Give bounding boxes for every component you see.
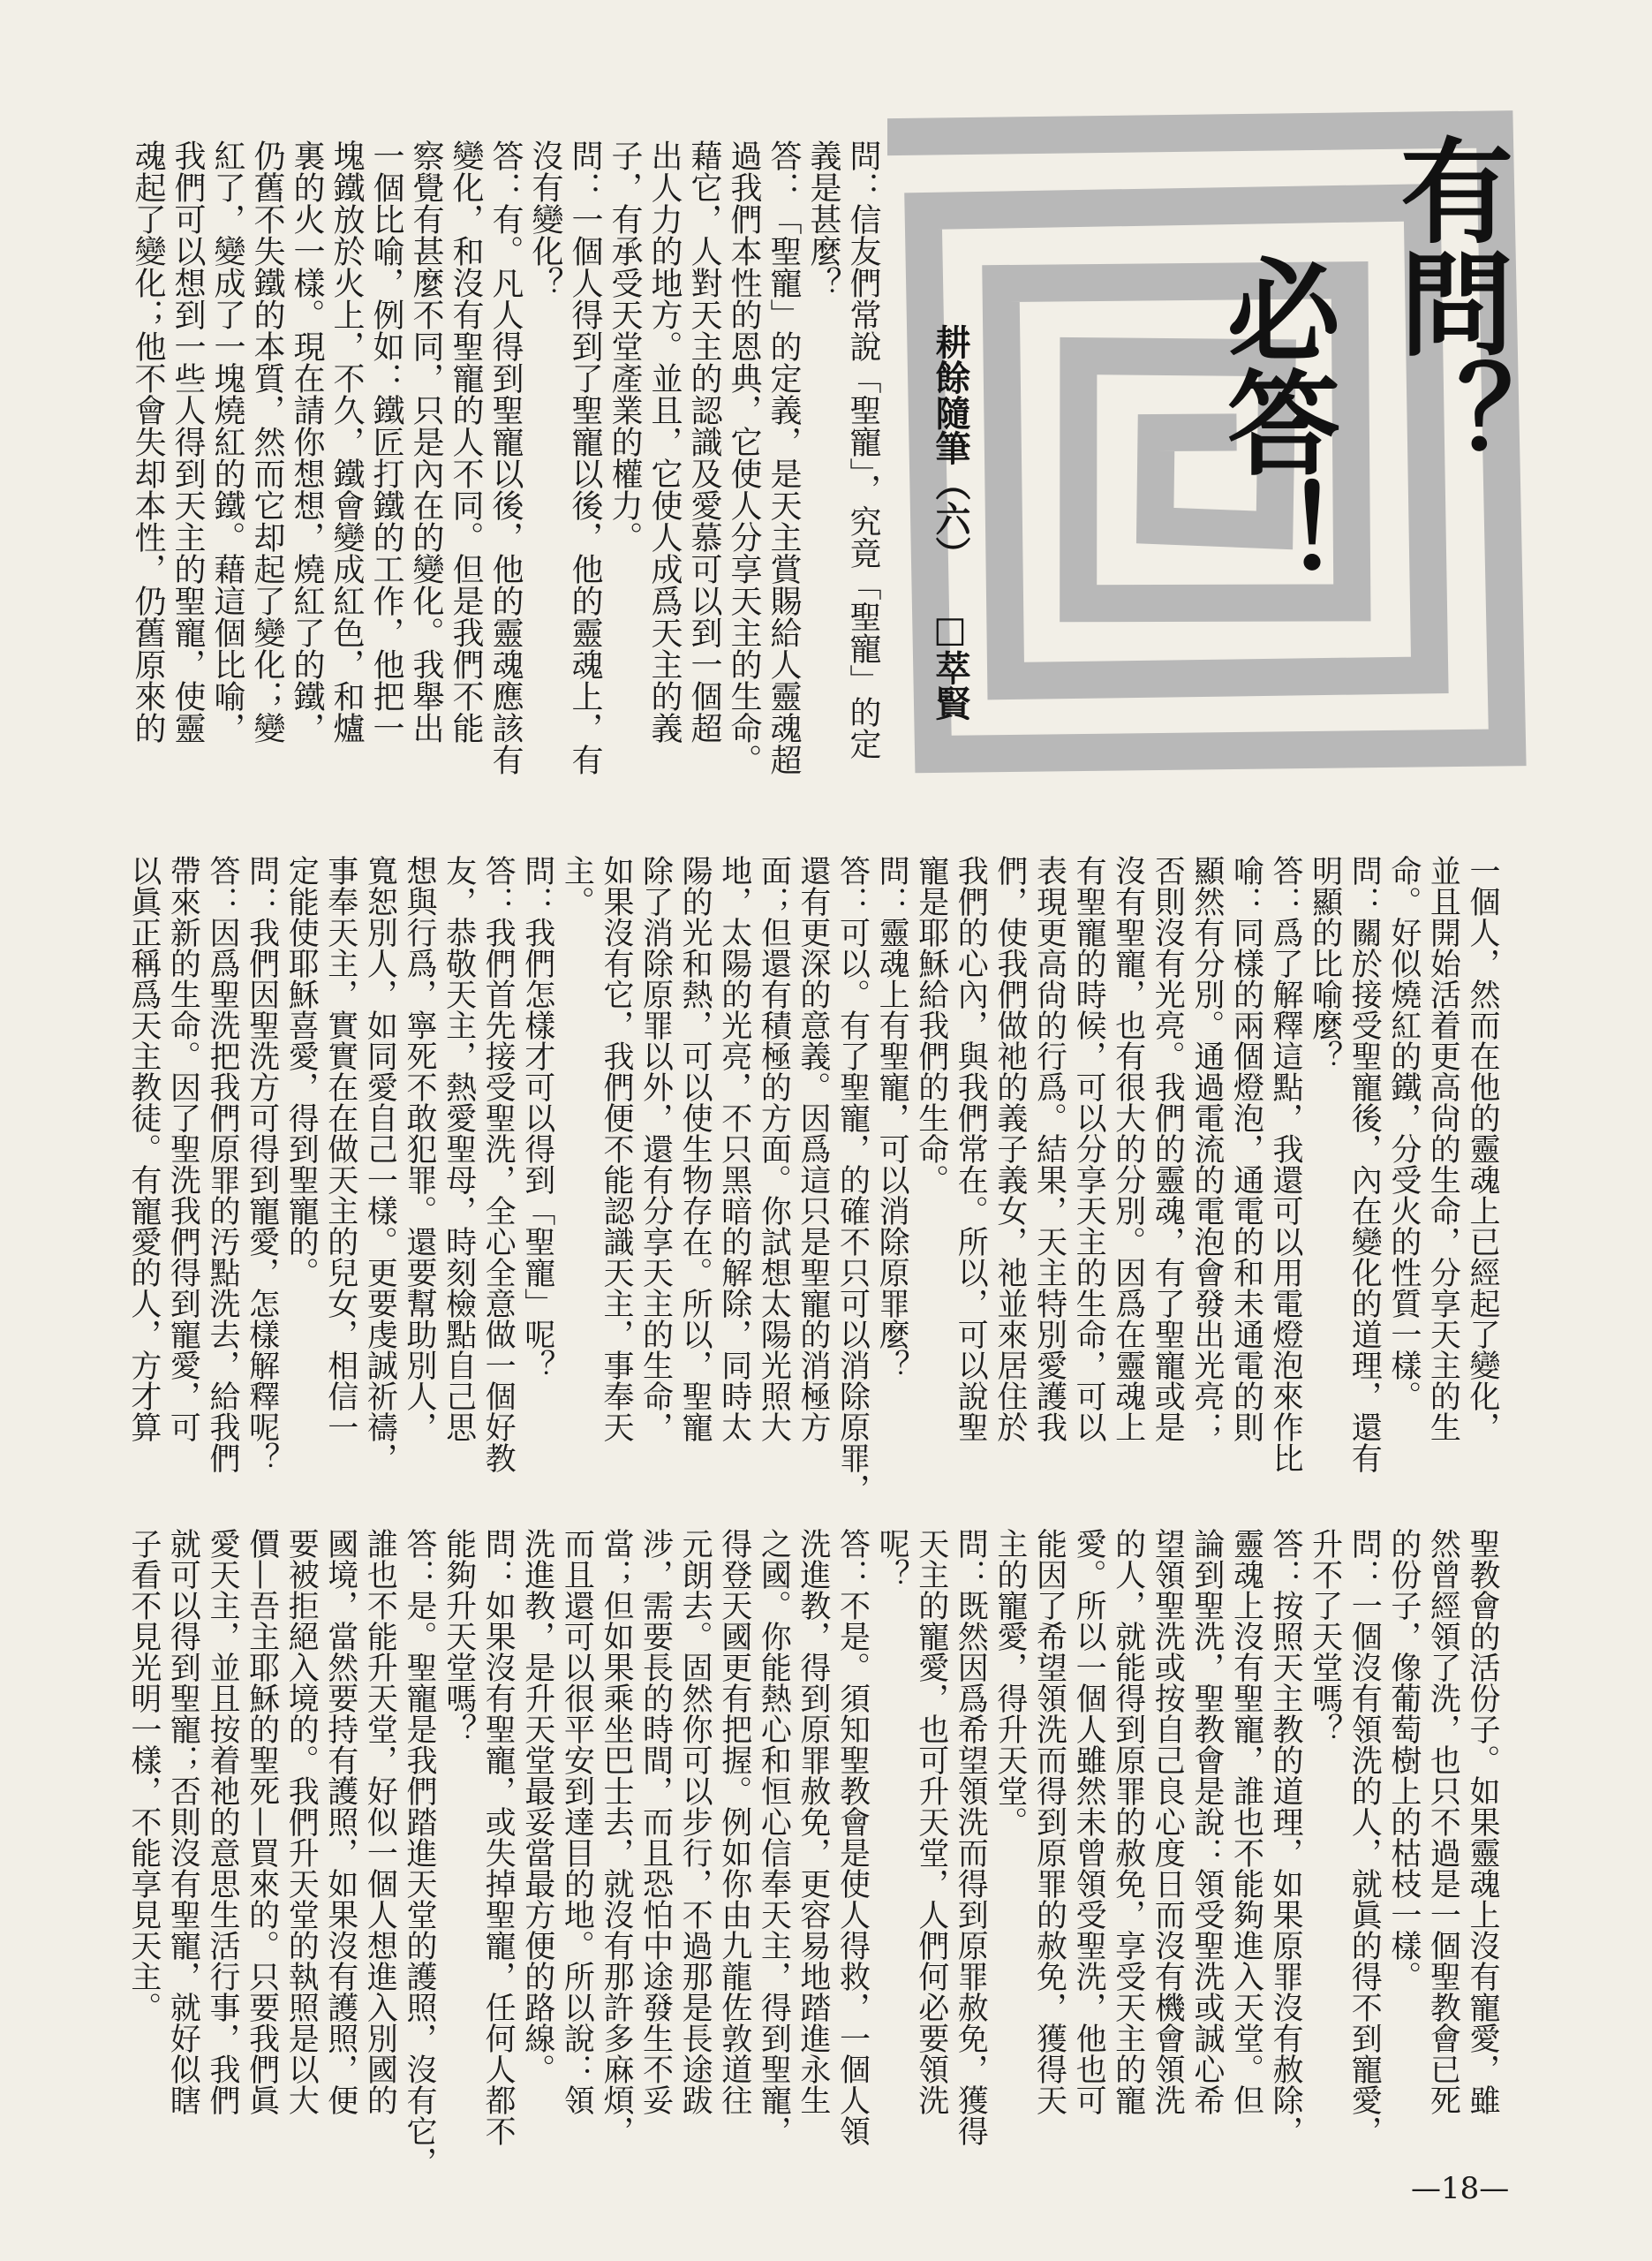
text-column: 友，恭敬天主，熱愛聖母，時刻檢點自己思 <box>441 855 477 1442</box>
text-column: 魂起了變化；他不會失却本性，仍舊原來的 <box>130 140 166 744</box>
author-byline: □萃賢 <box>930 609 970 721</box>
text-column: 天主的寵愛，也可升天堂，人們何必要領洗 <box>913 1528 949 2115</box>
text-column: 問：關於接受聖寵後，內在變化的道理，還有 <box>1346 855 1383 1473</box>
text-column: 主。 <box>559 855 595 917</box>
text-column: 得登天國更有把握。例如你由九龍佐敦道往 <box>716 1528 752 2115</box>
text-column: 還有更深的意義。因爲這只是聖寵的消極方 <box>795 855 831 1442</box>
text-column: 事奉天主，實實在在做天主的兒女，相信一 <box>322 855 358 1442</box>
text-column: 能夠升天堂嗎？ <box>441 1528 477 1744</box>
text-column: 藉它，人對天主的認識及愛慕可以到一個超 <box>686 140 722 744</box>
bottom-text-band <box>124 1528 1502 2182</box>
text-column: 一個比喻，例如：鐵匠打鐵的工作，他把一 <box>368 140 404 744</box>
text-column: 帶來新的生命。因了聖洗我們得到寵愛，可 <box>165 855 201 1442</box>
text-column: 定能使耶穌喜愛，得到聖寵的。 <box>283 855 320 1288</box>
text-column: 能因了希望領洗而得到原罪的赦免，獲得天 <box>1031 1528 1067 2115</box>
text-column: 聖教會的活份子。如果靈魂上沒有寵愛，雖 <box>1465 1528 1500 2115</box>
text-column: 國境，當然要持有護照，如果沒有護照，便 <box>322 1528 358 2115</box>
text-column: 而且還可以很平安到達目的地。所以說：領 <box>559 1528 595 2115</box>
text-column: 愛。所以一個人雖然未曾領受聖洗，他也可 <box>1071 1528 1107 2115</box>
text-column: 以眞正稱爲天主教徒。有寵愛的人，方才算 <box>125 855 162 1442</box>
text-column: 問：既然因爲希望領洗而得到原罪赦免，獲得 <box>953 1528 989 2146</box>
text-column: 我們可以想到一些人得到天主的聖寵，使靈 <box>170 140 206 744</box>
text-column: 答：是。聖寵是我們踏進天堂的護照，沒有它， <box>401 1528 437 2177</box>
text-column: 升不了天堂嗎？ <box>1307 1528 1343 1744</box>
text-column: 命。好似燒紅的鐵，分受火的性質一樣。 <box>1385 855 1422 1411</box>
text-column: 並且開始活着更高尙的生命，分享天主的生 <box>1425 855 1461 1442</box>
text-column: 問：靈魂上有聖寵，可以消除原罪麼？ <box>874 855 910 1380</box>
text-column: 問：我們怎樣才可以得到「聖寵」呢？ <box>519 855 555 1380</box>
top-text-block <box>128 140 883 789</box>
text-column: 我們的心內，與我們常在。所以，可以說聖 <box>953 855 989 1442</box>
text-column: 答：我們首先接受聖洗，全心全意做一個好教 <box>480 855 517 1473</box>
text-column: 元朗去。固然你可以步行，不過那是長途跋 <box>677 1528 713 2115</box>
text-column: 問：信友們常說「聖寵」，究竟「聖寵」的定 <box>845 140 881 760</box>
middle-text-band <box>124 855 1502 1509</box>
text-column: 問：如果沒有聖寵，或失掉聖寵，任何人都不 <box>480 1528 517 2146</box>
text-column: 如果沒有它，我們便不能認識天主，事奉天 <box>598 855 634 1442</box>
text-column: 望領聖洗或按自己良心度日而沒有機會領洗 <box>1150 1528 1186 2115</box>
text-column: 洗進教，是升天堂最妥當最方便的路線。 <box>519 1528 555 2084</box>
title-line-answer: 必答！ <box>1208 252 1339 591</box>
text-column: 就可以得到聖寵；否則沒有聖寵，就好似瞎 <box>165 1528 201 2115</box>
text-column: 問：我們因聖洗方可得到寵愛，怎樣解釋呢？ <box>244 855 280 1473</box>
text-column: 喻：同樣的兩個燈泡，通電的和未通電的則 <box>1228 855 1264 1442</box>
text-column: 答：有。凡人得到聖寵以後，他的靈魂應該有 <box>487 140 524 775</box>
text-column: 之國。你能熱心和恒心信奉天主，得到聖寵， <box>756 1528 792 2146</box>
text-column: 義是甚麼？ <box>805 140 841 299</box>
text-column: 價—吾主耶穌的聖死—買來的。只要我們眞 <box>244 1528 280 2115</box>
text-column: 問：一個人得到了聖寵以後，他的靈魂上，有 <box>567 140 603 775</box>
text-column: 子，有承受天堂產業的權力。 <box>607 140 643 553</box>
text-column: 表現更高尙的行爲。結果，天主特別愛護我 <box>1031 855 1067 1442</box>
text-column: 主的寵愛，得升天堂。 <box>992 1528 1028 1837</box>
text-column: 的份子，像葡萄樹上的枯枝一樣。 <box>1385 1528 1422 1992</box>
text-column: 然曾經領了洗，也只不過是一個聖教會已死 <box>1425 1528 1461 2115</box>
text-column: 仍舊不失鐵的本質，然而它却起了變化；變 <box>249 140 285 744</box>
text-column: 答：爲了解釋這點，我還可以用電燈泡來作比 <box>1268 855 1304 1473</box>
text-column: 出人力的地方。並且，它使人成爲天主的義 <box>646 140 683 744</box>
text-column: 靈魂上沒有聖寵，誰也不能夠進入天堂。但 <box>1228 1528 1264 2115</box>
text-column: 要被拒絕入境的。我們升天堂的執照是以大 <box>283 1528 320 2115</box>
text-column: 變化，和沒有聖寵的人不同。但是我們不能 <box>448 140 484 744</box>
text-column: 涉，需要長的時間，而且恐怕中途發生不妥 <box>637 1528 674 2115</box>
text-column: 過我們本性的恩典，它使人分享天主的生命。 <box>726 140 762 775</box>
text-column: 面；但還有積極的方面。你試想太陽光照大 <box>756 855 792 1442</box>
text-column: 誰也不能升天堂，好似一個人想進入別國的 <box>362 1528 398 2115</box>
page-number: —18— <box>1411 2171 1510 2206</box>
text-column: 答：不是。須知聖教會是使人得救，一個人領 <box>834 1528 871 2146</box>
text-column: 子看不見光明一樣，不能享見天主。 <box>125 1528 162 2023</box>
text-column: 塊鐵放於火上，不久，鐵會變成紅色，和爐 <box>328 140 365 744</box>
text-column: 沒有聖寵，也有很大的分別。因爲在靈魂上 <box>1110 855 1146 1442</box>
text-column: 們，使我們做祂的義子義女，祂並來居住於 <box>992 855 1028 1442</box>
text-column: 裏的火一樣。現在請你想想，燒紅了的鐵， <box>289 140 325 744</box>
text-column: 問：一個沒有領洗的人，就眞的得不到寵愛， <box>1346 1528 1383 2146</box>
text-column: 沒有變化？ <box>527 140 563 299</box>
text-column: 論到聖洗，聖教會是說：領受聖洗或誠心希 <box>1188 1528 1225 2115</box>
text-column: 寵是耶穌給我們的生命。 <box>913 855 949 1195</box>
text-column: 寬恕別人，如同愛自己一樣。更要虔誠祈禱， <box>362 855 398 1473</box>
text-column: 察覺有甚麼不同，只是內在的變化。我舉出 <box>408 140 444 744</box>
title-line-question: 有問？ <box>1381 132 1512 472</box>
text-column: 有聖寵的時候，可以分享天主的生命，可以 <box>1071 855 1107 1442</box>
column-series-title: 耕餘隨筆（六） <box>930 324 970 571</box>
text-column: 否則沒有光亮。我們的靈魂，有了聖寵或是 <box>1150 855 1186 1442</box>
text-column: 呢？ <box>874 1528 910 1590</box>
text-column: 明顯的比喻麼？ <box>1307 855 1343 1071</box>
text-column: 除了消除原罪以外，還有分享天主的生命， <box>637 855 674 1442</box>
text-column: 當；但如果乘坐巴士去，就沒有那許多麻煩， <box>598 1528 634 2146</box>
text-column: 一個人，然而在他的靈魂上已經起了變化， <box>1465 855 1500 1442</box>
text-column: 的人，就能得到原罪的赦免，享受天主的寵 <box>1110 1528 1146 2115</box>
text-column: 想與行爲，寧死不敢犯罪。還要幫助別人， <box>401 855 437 1442</box>
text-column: 紅了，變成了一塊燒紅的鐵。藉這個比喻， <box>209 140 245 744</box>
text-column: 愛天主，並且按着祂的意思生活行事，我們 <box>205 1528 240 2115</box>
text-column: 地，太陽的光亮，不只黑暗的解除，同時太 <box>716 855 752 1442</box>
text-column: 答：因爲聖洗把我們原罪的汚點洗去，給我們 <box>205 855 240 1473</box>
text-column: 洗進教，得到原罪赦免，更容易地踏進永生 <box>795 1528 831 2115</box>
text-column: 顯然有分別。通過電流的電泡會發出光亮； <box>1188 855 1225 1442</box>
text-column: 答：可以。有了聖寵，的確不只可以消除原罪， <box>834 855 871 1504</box>
text-column: 陽的光和熱，可以使生物存在。所以，聖寵 <box>677 855 713 1442</box>
text-column: 答：「聖寵」的定義，是天主賞賜給人靈魂超 <box>766 140 802 775</box>
text-column: 答：按照天主教的道理，如果原罪沒有赦除， <box>1268 1528 1304 2146</box>
